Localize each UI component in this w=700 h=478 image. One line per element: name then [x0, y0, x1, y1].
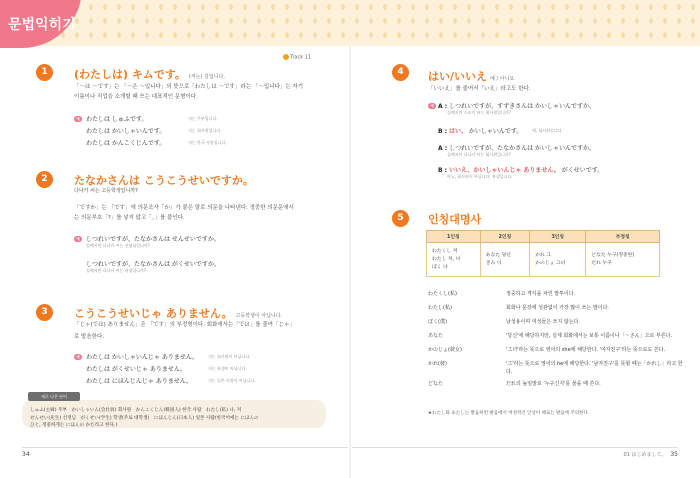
- page-number-right: 01 はじめまして。 35: [352, 447, 678, 458]
- section-3-desc-1: 「じゃ(では) ありません」은 「です」의 부정형이다. 회화에서는「では」를 줄여「じゃ」: [74, 322, 295, 328]
- section-4-line-b1-translation: 예, 회사원입니다.: [532, 128, 563, 133]
- section-3-example-3: わたしは にほんじんじゃ ありません。: [86, 378, 193, 385]
- section-3-example-1: わたしは かいしゃいんじゃ ありません。: [86, 354, 199, 361]
- section-4-line-a2-translation: 실례지만 다나카 씨는 회사원입니까?: [447, 152, 511, 157]
- section-4-title: はい/いいえ 예 / 아니요: [428, 70, 515, 83]
- table-cell: かれ 그 かのじょ 그녀: [530, 243, 586, 277]
- table-header: 부정칭: [586, 231, 660, 243]
- section-4-line-a1: A : しつれいですが、すずきさんは かいしゃいんですか。: [438, 103, 596, 110]
- table-cell: わたくし 저 わたし 저, 나 ぼく 나: [427, 243, 481, 277]
- table-header: 3인칭: [530, 231, 586, 243]
- section-3-example-3-translation: 저는 일본 사람이 아닙니다.: [208, 378, 256, 383]
- table-cell: どなた 누구(정중한) だれ 누구: [586, 243, 660, 277]
- section-1-example-3: わたしは かんこくじんです。: [86, 140, 166, 147]
- section-2-example-2: しつれいですが、たなかさんは がくせいですか。: [86, 261, 220, 268]
- section-number-4: 4: [392, 64, 409, 81]
- vocab-line-3: ひと, 정중하게는 にほんの かた라고 한다.): [30, 423, 118, 428]
- section-2-example-1: しつれいですが、たなかさんは せんせいですか。: [86, 236, 220, 243]
- section-number-3: 3: [36, 304, 53, 321]
- example-badge: 예: [74, 116, 82, 122]
- section-3-example-2: わたしは がくせいじゃ ありません。: [86, 366, 187, 373]
- vocab-line-2: せんせい(先生) 선생님 がくせい(学生) 학생(주로 대학생) にほんじん(日本人) 일본 사람(한국어에는 にほんの: [30, 416, 259, 421]
- pronoun-table: [426, 230, 660, 277]
- section-1-desc-1: 「〜は 〜です」는 「〜은 〜입니다」의 뜻으로「わたしは 〜です」라는 「〜입니다」는 자기: [74, 84, 304, 90]
- section-2-example-2-translation: 실례지만 다나카 씨는 학생입니까?: [86, 268, 147, 273]
- vocab-line-1: しゅふ(主婦) 주부 かいしゃいん(会社員) 회사원 かんこくじん(韓国人) 한국 사람 わたし(私) 나, 저: [30, 408, 242, 413]
- section-number-1: 1: [36, 64, 53, 81]
- section-4-desc: 「いいえ」를 줄여서「いえ」라고도 한다.: [428, 86, 531, 92]
- section-1-example-1: わたしは しゅふです。: [86, 116, 148, 123]
- audio-icon: [283, 54, 289, 60]
- section-number-5: 5: [392, 210, 409, 227]
- section-3-example-1-translation: 저는 회사원이 아닙니다.: [208, 354, 251, 359]
- section-4-line-a1-translation: 실례지만 스즈키 씨는 회사원입니까?: [447, 110, 511, 115]
- section-2-title: たなかさんは こうこうせいですか。: [74, 174, 254, 187]
- section-2-desc-2: 는 의문부호「?」를 넣지 않고「。」를 붙인다.: [74, 215, 185, 221]
- section-1-example-3-translation: 저는 한국 사람입니다.: [188, 140, 227, 145]
- track-label[interactable]: Track 11: [283, 54, 311, 61]
- example-badge: 예: [74, 236, 82, 242]
- section-1-example-1-translation: 저는 주부입니다.: [188, 116, 218, 121]
- section-number-2: 2: [36, 171, 53, 188]
- vocab-tab: 새로 나온 단어: [28, 392, 80, 401]
- table-cell: あなた 당신 きみ 너: [480, 243, 530, 277]
- example-badge: 예: [74, 354, 82, 360]
- section-5-title: 인칭대명사: [428, 213, 482, 226]
- chapter-title: 문법익히기: [8, 17, 76, 33]
- section-2-desc-1: 「ですか」는 「です」에 의문조사「か」가 붙은 말로 의문을 나타낸다. 정중한 의문문에서: [74, 205, 294, 211]
- page-number-left: 34: [22, 447, 348, 458]
- table-header: 1인칭: [427, 231, 481, 243]
- section-4-line-b2-translation: 아뇨, 회사원이 아닙니다. 학생입니다.: [447, 174, 513, 179]
- section-3-title: こうこうせいじゃ ありません。 고등학생이 아닙니다.: [74, 307, 283, 320]
- header-pattern-band: [0, 0, 700, 46]
- section-3-desc-2: 로 발음한다.: [74, 334, 105, 340]
- section-4-line-b1: B : はい、 かいしゃいんです。: [438, 128, 523, 135]
- example-badge: 예: [428, 103, 436, 109]
- section-1-example-2: わたしは かいしゃいんです。: [86, 128, 166, 135]
- table-header: 2인칭: [480, 231, 530, 243]
- section-4-line-b2: B : いいえ、かいしゃいんじゃ ありません。 がくせいです。: [438, 167, 604, 174]
- section-1-title: (わたしは) キムです。 (저는) 김입니다.: [74, 68, 225, 81]
- section-1-desc-2: 이름이나 직업을 소개할 때 쓰는 대표적인 문형이다.: [74, 94, 198, 100]
- footnote: ★わたし와 あたし는 발음하면 발음에서 여성적인 인상이 때로는 발음에 주의한다.: [428, 411, 590, 416]
- section-2-subtitle: 다나카 씨는 고등학생입니까?: [74, 188, 138, 194]
- section-4-line-a2: A : しつれいですが、たなかさんは かいしゃいんですか。: [438, 145, 595, 152]
- page-spine: [349, 46, 351, 478]
- section-2-example-1-translation: 실례지만 다나카 씨는 선생님입니까?: [86, 243, 150, 248]
- section-3-example-2-translation: 저는 학생이 아닙니다.: [208, 366, 247, 371]
- section-1-example-2-translation: 저는 회사원입니다.: [188, 128, 222, 133]
